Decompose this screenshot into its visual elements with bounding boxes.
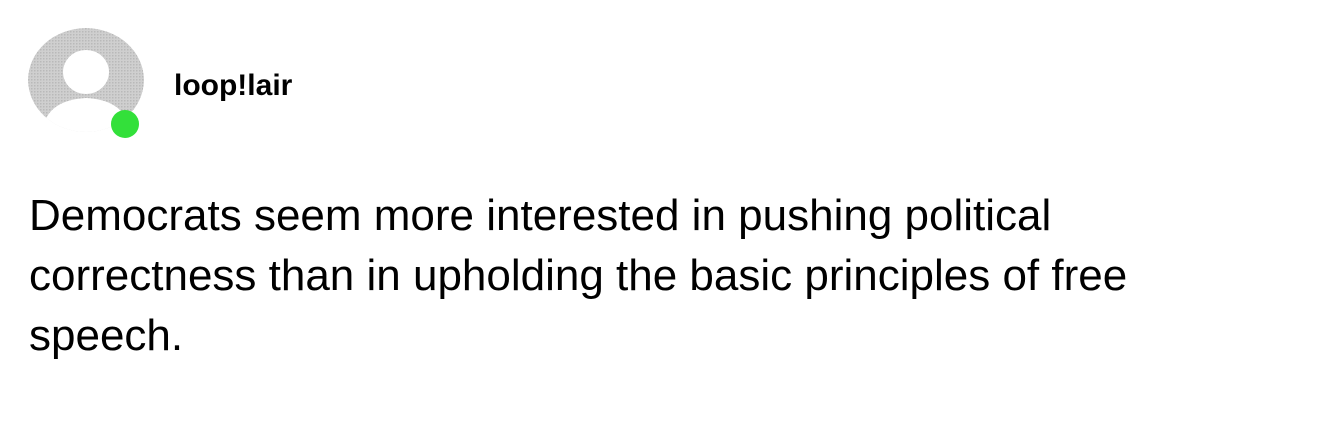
post-text: Democrats seem more interested in pushing political correctness than in upholding the basic principles of free speech. bbox=[29, 191, 1128, 360]
avatar[interactable] bbox=[28, 28, 144, 140]
post-header bbox=[28, 28, 628, 140]
online-status-indicator bbox=[111, 110, 139, 138]
username[interactable]: loop!lair bbox=[174, 69, 293, 102]
